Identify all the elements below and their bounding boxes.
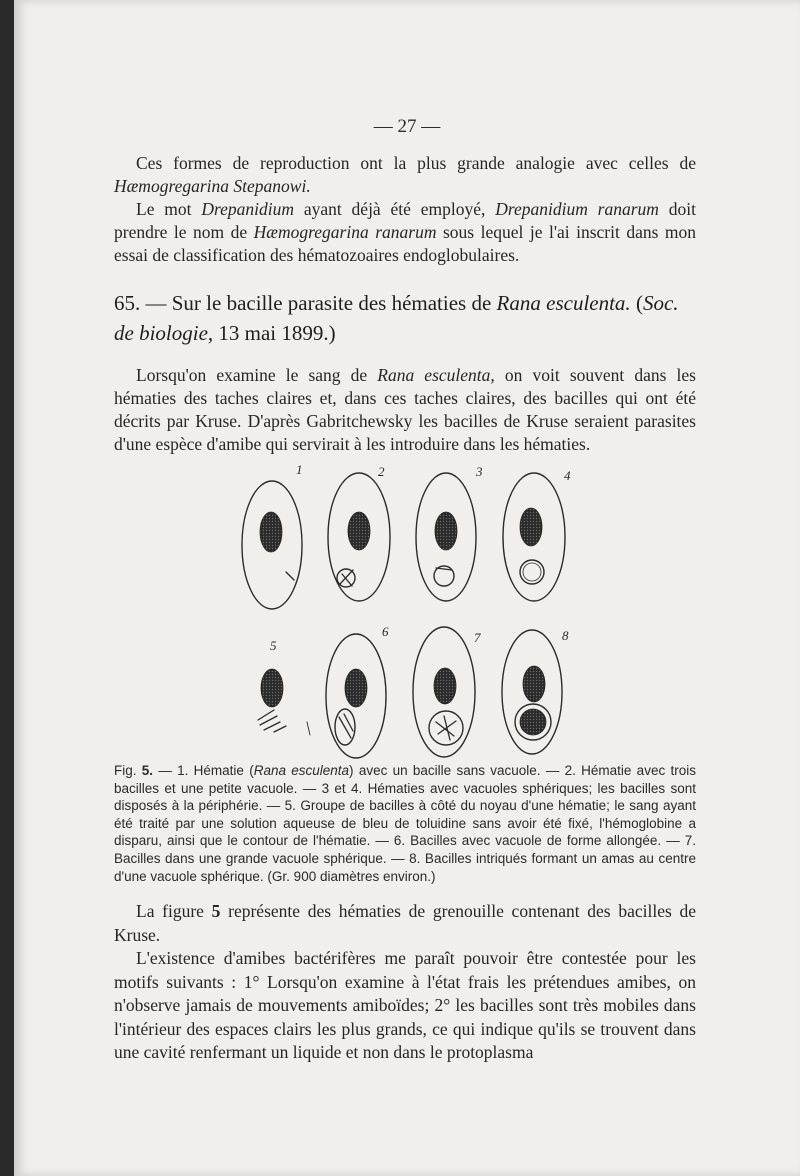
term-drepanidium: Drepanidium bbox=[201, 199, 295, 219]
caption-species: Rana esculenta bbox=[253, 763, 350, 778]
closing-p1-a: La figure bbox=[136, 901, 212, 921]
figure-caption bbox=[114, 762, 696, 885]
fig-label-7: 7 bbox=[474, 630, 481, 645]
section-title-b: ( bbox=[630, 291, 643, 315]
species-stepanowi: Hæmogregarina Stepanowi. bbox=[114, 176, 311, 196]
section-title-species: Rana esculenta. bbox=[496, 291, 631, 315]
fig-label-5: 5 bbox=[270, 638, 277, 653]
caption-text-b: ) avec un bacille sans vacuole. — 2. Hématie avec trois bacilles et une petite vacuole. — 3 et 4. Hématies avec vacuoles sphériques; les bacilles sont disposés à la périphérie. — 5. Groupe de bacilles à côté du noyau d'une hématie; le sang ayant été traité par une solution aqueuse de bleu de toluidine sans avoir été fixé, l'hémoglobine a disparu, ainsi que le contour de l'hématie. — 6. Bacilles avec vacuole de forme allongée. — 7. Bacilles dans une grande vacuole sphérique. — 8. Bacilles intriqués formant un amas au centre d'une vacuole sphérique. (Gr. 900 diamètres environ.) bbox=[114, 763, 696, 884]
section-title-a: — Sur le bacille parasite des hématies de bbox=[140, 291, 497, 315]
intro-text-d: sous lequel je l'ai inscrit dans mon essai de classification des hématozoaires endoglobulaires. bbox=[114, 222, 697, 265]
bacille-7c bbox=[444, 716, 450, 740]
fig-label-1: 1 bbox=[296, 462, 303, 477]
intro-text-a: Le mot bbox=[136, 199, 202, 219]
intro-text-c: doit prendre le nom de bbox=[114, 199, 696, 242]
figure-5 bbox=[214, 460, 584, 770]
fig-label-4: 4 bbox=[564, 468, 571, 483]
fig-label-3: 3 bbox=[476, 464, 483, 479]
vacuole-4-inner bbox=[523, 563, 541, 581]
fig-label-8: 8 bbox=[562, 628, 569, 643]
bacille-1 bbox=[286, 572, 294, 580]
sang-text-b: on voit souvent dans les hématies des taches claires et, dans ces taches claires, des bacilles qui ont été décrits par Kruse. D'après Gabritchewsky les bacilles de Kruse seraient parasites d'une espèce d'amibe qui servirait à les introduire dans les hématies. bbox=[114, 365, 696, 454]
section-heading bbox=[114, 288, 696, 348]
caption-text-a: — 1. Hématie ( bbox=[153, 763, 254, 778]
sang-paragraph bbox=[114, 364, 696, 456]
bacilli-mass-8 bbox=[520, 709, 546, 735]
nucleus-8 bbox=[523, 666, 545, 702]
nucleus-3 bbox=[435, 512, 457, 550]
closing-figure-ref: 5 bbox=[211, 901, 221, 921]
section-title-date: , 13 mai 1899.) bbox=[207, 321, 336, 345]
intro-paragraph-1 bbox=[114, 152, 696, 198]
figure-5-drawing bbox=[214, 460, 584, 770]
intro-paragraph-2 bbox=[114, 198, 696, 267]
closing-text bbox=[114, 900, 696, 1065]
scanned-page bbox=[14, 0, 800, 1176]
nucleus-1 bbox=[260, 512, 282, 552]
intro-text-b: ayant déjà été employé, bbox=[294, 199, 496, 219]
term-drepanidium-ranarum: Drepanidium ranarum bbox=[495, 199, 659, 219]
term-haemogregarina-ranarum: Hæmogregarina ranarum bbox=[253, 222, 437, 242]
intro-line1-text: Ces formes de reproduction ont la plus grande analogie avec celles de bbox=[136, 153, 696, 173]
intro-text bbox=[114, 152, 696, 267]
nucleus-2 bbox=[348, 512, 370, 550]
nucleus-4 bbox=[520, 508, 542, 546]
fig-label-2: 2 bbox=[378, 464, 385, 479]
stray-mark bbox=[307, 722, 310, 735]
bacille-5d bbox=[274, 726, 286, 732]
section-title-journal: Soc. de biologie bbox=[114, 291, 679, 345]
closing-paragraph-1 bbox=[114, 900, 696, 947]
vacuole-4 bbox=[520, 560, 544, 584]
sang-text bbox=[114, 364, 696, 456]
sang-species: Rana esculenta, bbox=[377, 365, 495, 385]
bacille-5c bbox=[264, 722, 280, 730]
closing-paragraph-2: L'existence d'amibes bactérifères me paraît pouvoir être contestée pour les motifs suivants : 1° Lorsqu'on examine à l'état frais les prétendues amibes, on n'observe jamais de mouvements amiboïdes; 2° les bacilles sont très mobiles dans l'intérieur des espaces clairs les plus grands, ce qui indique qu'ils se trouvent dans une cavité renfermant un liquide et non dans le protoplasma bbox=[114, 948, 696, 1062]
page-number: — 27 — bbox=[373, 116, 441, 137]
caption-fig-number: 5. bbox=[141, 763, 154, 778]
closing-p1-b: représente des hématies de grenouille contenant des bacilles de Kruse. bbox=[114, 901, 696, 945]
bacille-2a bbox=[340, 570, 353, 584]
sang-text-a: Lorsqu'on examine le sang de bbox=[136, 365, 378, 385]
caption-fig-label: Fig. bbox=[114, 763, 142, 778]
section-number: 65. bbox=[114, 291, 141, 315]
fig-label-6: 6 bbox=[382, 624, 389, 639]
nucleus-6 bbox=[345, 669, 367, 707]
nucleus-5 bbox=[261, 669, 283, 707]
nucleus-7 bbox=[434, 668, 456, 704]
bacille-6a bbox=[339, 717, 351, 738]
